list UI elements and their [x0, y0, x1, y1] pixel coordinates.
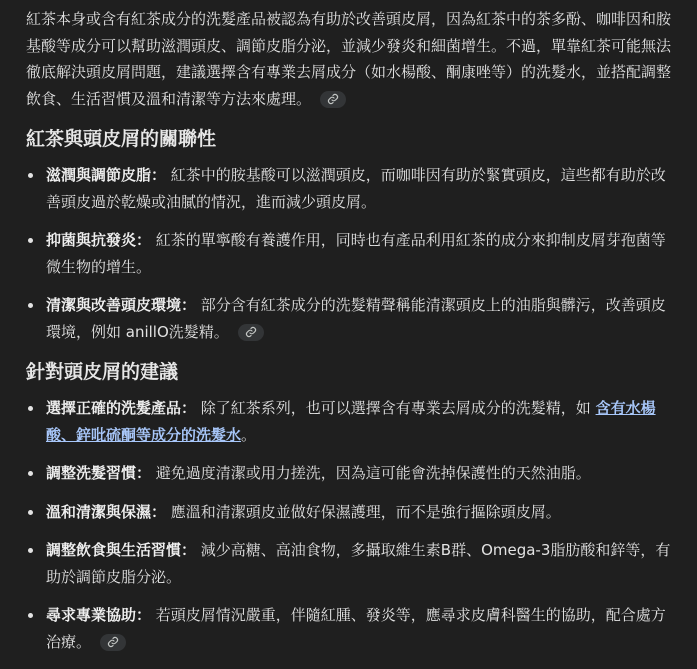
item-term: 調整飲食與生活習慣： [46, 541, 197, 559]
source-link-chip[interactable] [320, 91, 346, 108]
item-text: 紅茶中的胺基酸可以滋潤頭皮，而咖啡因有助於緊實頭皮，這些都有助於改善頭皮過於乾燥或油膩的情況，進而減少頭皮屑。 [46, 166, 666, 211]
item-text: 若頭皮屑情況嚴重，伴隨紅腫、發炎等，應尋求皮膚科醫生的協助，配合處方治療。 [46, 606, 666, 651]
list-item [26, 292, 675, 345]
relation-list [26, 162, 675, 345]
list-item [26, 395, 675, 448]
list-item [26, 499, 675, 526]
item-text: 除了紅茶系列，也可以選擇含有專業去屑成分的洗髮精，如 [196, 399, 596, 417]
advice-list [26, 395, 675, 655]
item-term: 滋潤與調節皮脂： [46, 166, 167, 184]
source-link-chip[interactable] [238, 324, 264, 341]
item-term: 選擇正確的洗髮產品： [46, 399, 197, 417]
link-icon [107, 636, 119, 648]
item-text: 紅茶的單寧酸有養護作用，同時也有產品利用紅茶的成分來抑制皮屑芽孢菌等微生物的增生。 [46, 231, 666, 276]
item-term: 調整洗髮習慣： [46, 464, 152, 482]
item-text: 減少高糖、高油食物，多攝取維生素B群、Omega-3脂肪酸和鋅等，有助於調節皮脂分泌。 [46, 541, 671, 586]
item-term: 尋求專業協助： [46, 606, 152, 624]
link-icon [245, 326, 257, 338]
item-term: 抑菌與抗發炎： [46, 231, 152, 249]
list-item [26, 162, 675, 215]
list-item [26, 537, 675, 590]
item-text: 避免過度清潔或用力搓洗，因為這可能會洗掉保護性的天然油脂。 [151, 464, 591, 482]
link-icon [327, 93, 339, 105]
item-text: 部分含有紅茶成分的洗髮精聲稱能清潔頭皮上的油脂與髒污，改善頭皮環境，例如 anillO洗髮精。 [46, 296, 666, 341]
intro-text: 紅茶本身或含有紅茶成分的洗髮產品被認為有助於改善頭皮屑，因為紅茶中的茶多酚、咖啡因和胺基酸等成分可以幫助滋潤頭皮、調節皮脂分泌，並減少發炎和細菌增生。不過，單靠紅茶可能無法徹底解決頭皮屑問題，建議選擇含有專業去屑成分（如水楊酸、酮康唑等）的洗髮水，並搭配調整飲食、生活習慣及溫和清潔等方法來處理。 [26, 10, 672, 108]
product-link[interactable]: 含有水楊酸、鋅吡硫酮等成分的洗髮水 [46, 399, 656, 444]
list-item [26, 460, 675, 487]
item-term: 溫和清潔與保濕： [46, 502, 167, 521]
list-item [26, 227, 675, 280]
section-heading-advice: 針對頭皮屑的建議 [26, 361, 179, 383]
list-item [26, 602, 675, 655]
source-link-chip[interactable] [100, 634, 126, 651]
item-term: 清潔與改善頭皮環境： [46, 296, 197, 314]
section-heading-relation: 紅茶與頭皮屑的關聯性 [26, 128, 217, 150]
intro-paragraph [26, 6, 675, 112]
item-text-after: 。 [241, 425, 257, 444]
item-text: 應溫和清潔頭皮並做好保濕護理，而不是強行摳除頭皮屑。 [166, 502, 561, 521]
